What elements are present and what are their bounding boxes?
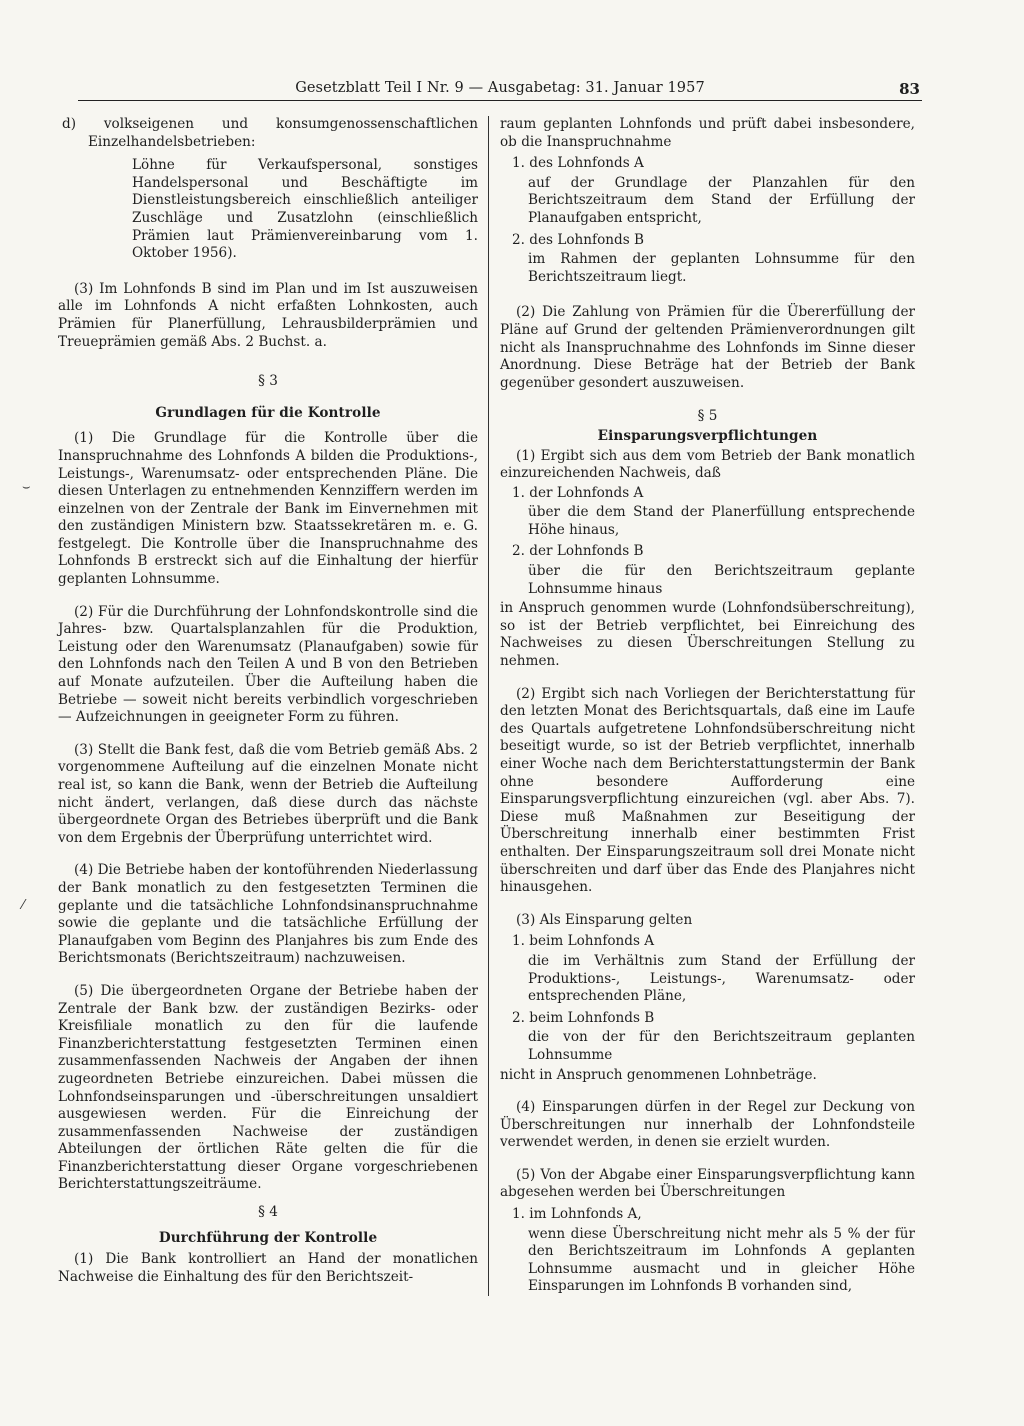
section-4-title: Durchführung der Kontrolle [158,1229,378,1246]
section-3-p4: (4) Die Betriebe haben der kontoführenden Niederlassung der Bank monatlich zu den festgesetzten Terminen die geplante und die tatsächliche Lohnfondsinanspruchnahme sowie die geplante und die tatsächliche Erfüllung der Planaufgaben vom Beginn des Planjahres bis zum Ende des Berichtsmonats (Berichtszeitraum) nachzuweisen. [58,862,478,967]
column-divider [488,116,489,1296]
page-number: 83 [899,80,920,98]
item-d: d) volkseigenen und konsumgenossenschaftlichen Einzelhandelsbetrieben: [62,116,478,150]
page-header [78,80,922,101]
saving-item-1-body: die im Verhältnis zum Stand der Erfüllung der Produktions-, Leistungs-, Warenumsatz- oder entsprechenden Pläne, [528,952,915,1005]
section-4-p2: (2) Die Zahlung von Prämien für die Übererfüllung der Pläne auf Grund der geltenden Prämienverordnungen gilt nicht als Inanspruchnahme des Lohnfonds im Sinne dieser Anordnung. Diese Beträge hat der Betrieb der Bank gegenüber gesondert auszuweisen. [500,304,915,391]
section-4-continuation: raum geplanten Lohnfonds und prüft dabei insbesondere, ob die Inanspruchnahme [500,116,915,150]
exception-item-1: 1. im Lohnfonds A, [512,1206,642,1223]
section-5-title: Einsparungsverpflichtungen [597,427,818,444]
paragraph-3: (3) Im Lohnfonds B sind im Plan und im Ist auszuweisen alle im Lohnfonds A nicht erfaßten Lohnkosten, auch Prämien für Planerfüllung, Lehrausbilderprämien und Treueprämien gemäß Abs. 2 Buchst. a. [58,280,478,350]
section-3-number: § 3 [258,373,278,390]
section-4-p1: (1) Die Bank kontrolliert an Hand der monatlichen Nachweise die Einhaltung des für den Berichtszeit- [58,1251,478,1285]
section-3-p2: (2) Für die Durchführung der Lohnfondskontrolle sind die Jahres- bzw. Quartalsplanzahlen für die Produktion, Leistung oder den Warenumsatz (Planaufgaben) sowie für den Lohnfonds nach den Teilen A und B von den Betrieben auf Monate aufzuteilen. Über die Aufteilung haben die Betriebe — soweit nicht bereits verbindlich vorgeschrieben — Aufzeichnungen in geeigneter Form zu führen. [58,603,478,726]
right-column [500,116,915,1302]
section-5-p1: (1) Ergibt sich aus dem vom Betrieb der Bank monatlich einzureichenden Nachweis, daß [500,447,915,482]
section-5-p5: (5) Von der Abgabe einer Einsparungsverpflichtung kann abgesehen werden bei Überschreitungen [500,1166,915,1201]
saving-item-1: 1. beim Lohnfonds A [512,933,655,950]
section-4-number: § 4 [258,1204,278,1221]
header-title: Gesetzblatt Teil I Nr. 9 — Ausgabetag: 31. Januar 1957 [295,80,705,96]
saving-item-2: 2. beim Lohnfonds B [512,1009,655,1026]
item-d-body: Löhne für Verkaufspersonal, sonstiges Handelspersonal und Beschäftigte im Dienstleistungsbereich einschließlich anteiliger Zuschläge und Zusatzlohn (einschließlich Prämien laut Prämienvereinbarung vom 1. Oktober 1956). [132,157,478,262]
check-item-1-body: auf der Grundlage der Planzahlen für den Berichtszeitraum dem Stand der Erfüllung der Planaufgaben entspricht, [528,174,915,226]
section-3-p3: (3) Stellt die Bank fest, daß die vom Betrieb gemäß Abs. 2 vorgenommene Aufteilung auf die einzelnen Monate nicht real ist, so kann die Bank, wenn der Betrieb die Aufteilung nicht ändert, verlangen, daß diese durch das nächste übergeordnete Organ des Betriebes überprüft und die Bank von dem Ergebnis der Überprüfung unterrichtet wird. [58,741,478,846]
excess-item-1-body: über die dem Stand der Planerfüllung entsprechende Höhe hinaus, [528,504,915,538]
check-item-2: 2. des Lohnfonds B [512,231,645,248]
left-column [58,116,478,1301]
section-5-p3: (3) Als Einsparung gelten [516,911,693,928]
section-5-p4: (4) Einsparungen dürfen in der Regel zur Deckung von Überschreitungen nur innerhalb der Lohnfondsteile verwendet werden, in denen sie erzielt wurden. [500,1099,915,1151]
check-item-2-body: im Rahmen der geplanten Lohnsumme für den Berichtszeitraum liegt. [528,251,915,285]
section-3-title: Grundlagen für die Kontrolle [155,404,381,421]
excess-item-1: 1. der Lohnfonds A [512,484,644,501]
saving-item-2-body: die von der für den Berichtszeitraum geplanten Lohnsumme [528,1029,915,1063]
excess-item-2-body: über die für den Berichtszeitraum geplante Lohnsumme hinaus [528,563,915,597]
section-3-p5: (5) Die übergeordneten Organe der Betriebe haben der Zentrale der Bank bzw. der zuständigen Bezirks- oder Kreisfiliale monatlich zu den für die laufende Finanzberichterstattung festgesetzten Terminen einen zusammenfassenden Nachweis der Angaben der ihnen zugeordneten Betriebe einzureichen. Dabei müssen die Lohnfondseinsparungen und -überschreitungen unsaldiert ausgewiesen werden. Für die Einreichung der zusammenfassenden Nachweise der zuständigen Abteilungen der örtlichen Räte gelten die für die Finanzberichterstattung dieser Organe vorgeschriebenen Berichterstattungszeiträume. [58,982,478,1193]
margin-mark: ⌣ [22,480,31,495]
section-3-p1: (1) Die Grundlage für die Kontrolle über die Inanspruchnahme des Lohnfonds A bilden die Produktions-, Leistungs-, Warenumsatz- oder entsprechenden Pläne. Die diesen Unterlagen zu entnehmenden Kennziffern werden im einzelnen von der Zentrale der Bank im Einvernehmen mit den zuständigen Ministern bzw. Staatssekretären m. e. G. festgelegt. Die Kontrolle über die Inanspruchnahme des Lohnfonds B erstreckt sich auf die Einhaltung der hierfür geplanten Lohnsumme. [58,430,478,588]
section-5-p1-end: in Anspruch genommen wurde (Lohnfondsüberschreitung), so ist der Betrieb verpflichtet, bei Einreichung des Nachweises zu diesen Überschreitungen Stellung zu nehmen. [500,600,915,670]
check-item-1: 1. des Lohnfonds A [512,155,644,172]
excess-item-2: 2. der Lohnfonds B [512,543,644,560]
margin-mark: ⁄ [22,898,25,913]
section-5-number: § 5 [697,408,718,425]
section-5-p3-end: nicht in Anspruch genommenen Lohnbeträge. [500,1066,817,1083]
exception-item-1-body: wenn diese Überschreitung nicht mehr als 5 % der für den Berichtszeitraum im Lohnfonds A geplanten Lohnsumme ausmacht und in gleicher Höhe Einsparungen im Lohnfonds B vorhanden sind, [528,1225,915,1295]
section-5-p2: (2) Ergibt sich nach Vorliegen der Berichterstattung für den letzten Monat des Berichtsquartals, daß eine im Laufe des Quartals aufgetretene Lohnfondsüberschreitung nicht beseitigt wurde, so ist der Betrieb verpflichtet, innerhalb einer Woche nach dem Berichterstattungstermin der Bank ohne besondere Aufforderung eine Einsparungsverpflichtung einzureichen (vgl. aber Abs. 7). Diese muß Maßnahmen zur Beseitigung der Überschreitung innerhalb einer bestimmten Frist enthalten. Der Einsparungszeitraum soll drei Monate nicht überschreiten und darf über das Ende des Planjahres nicht hinausgehen. [500,685,915,896]
